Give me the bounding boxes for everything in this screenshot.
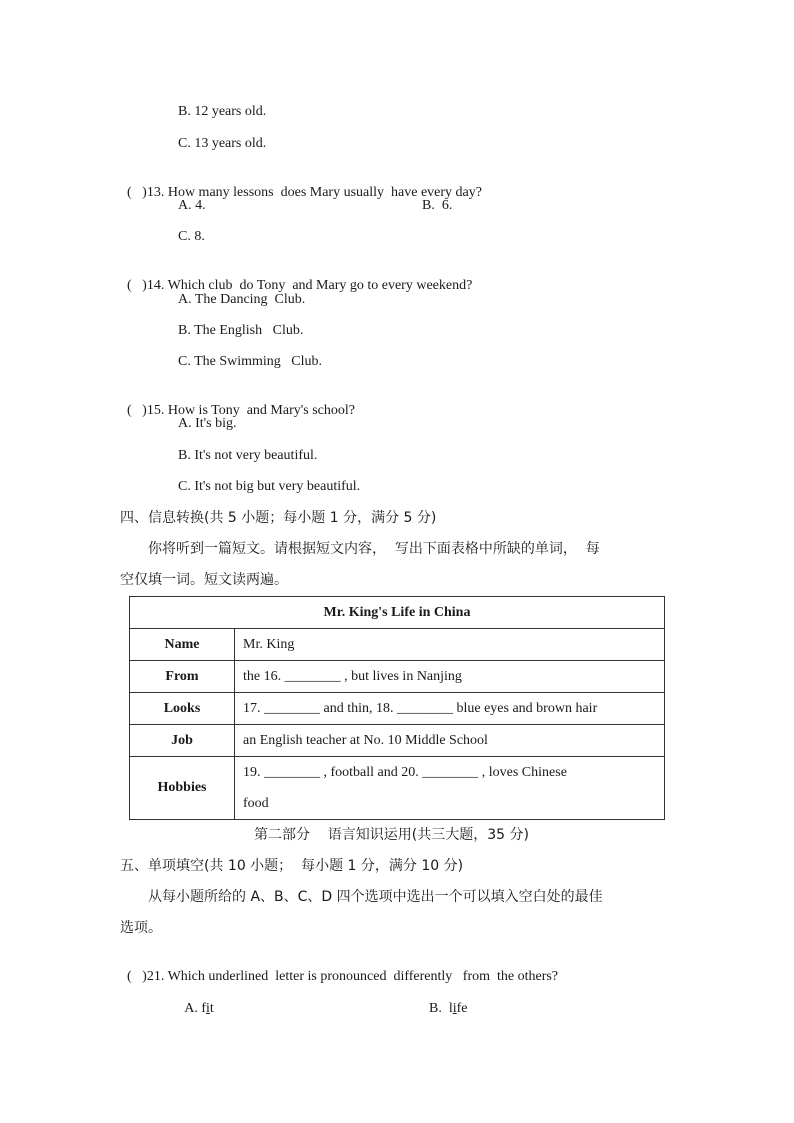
option-text: t [209, 1001, 214, 1016]
row-label: Job [130, 725, 235, 757]
section-5-heading: 五、单项填空(共 10 小题； 每小题 1 分，满分 10 分) [120, 858, 464, 874]
section-5-instruction-2: 选项。 [120, 920, 162, 936]
option-text: B. l [429, 1001, 453, 1016]
row-value[interactable]: the 16. ________ , but lives in Nanjing [235, 661, 665, 693]
q21-option-a [178, 982, 214, 1018]
row-label: From [130, 661, 235, 693]
row-label: Name [130, 629, 235, 661]
underlined-letter: i [206, 1001, 210, 1016]
answer-blank[interactable]: ( ) [127, 185, 147, 200]
section-4-instruction-2: 空仅填一词。短文读两遍。 [120, 572, 288, 588]
q13-option-b: B. 6. [422, 198, 453, 213]
underlined-letter: i [452, 1001, 457, 1016]
table-row [130, 661, 665, 693]
info-table [129, 596, 665, 820]
section-5-instruction-1: 从每小题所给的 A、B、C、D 四个选项中选出一个可以填入空白处的最佳 [148, 889, 603, 905]
part-2-heading: 第二部分 语言知识运用(共三大题，35 分) [254, 827, 529, 843]
answer-blank[interactable]: ( ) [127, 969, 147, 984]
answer-blank[interactable]: ( ) [127, 403, 147, 418]
question-21 [120, 950, 558, 986]
question-stem: 14. Which club do Tony and Mary go to every weekend? [146, 278, 473, 293]
row-value-line-2: food [243, 796, 269, 811]
row-value[interactable]: 17. ________ and thin, 18. ________ blue eyes and brown hair [235, 693, 665, 725]
q15-option-c: C. It's not big but very beautiful. [178, 479, 361, 494]
row-value-line-1: 19. ________ , football and 20. ________ , loves Chinese [243, 765, 567, 780]
row-label: Hobbies [130, 757, 235, 820]
q13-option-c: C. 8. [178, 229, 205, 244]
q15-option-a: A. It's big. [178, 416, 237, 431]
q12-option-b: B. 12 years old. [178, 104, 267, 119]
row-value: Mr. King [235, 629, 665, 661]
question-15 [120, 384, 355, 420]
table-row [130, 725, 665, 757]
q21-option-b [422, 982, 468, 1018]
question-stem: 21. Which underlined letter is pronounced differently from the others? [146, 969, 559, 984]
section-4-instruction-1: 你将听到一篇短文。请根据短文内容， 写出下面表格中所缺的单词， 每 [148, 541, 600, 557]
table-row [130, 757, 665, 820]
question-stem: 13. How many lessons does Mary usually have every day? [146, 185, 482, 200]
q12-option-c: C. 13 years old. [178, 136, 267, 151]
section-4-heading: 四、信息转换(共 5 小题；每小题 1 分，满分 5 分) [120, 510, 437, 526]
row-value: an English teacher at No. 10 Middle School [235, 725, 665, 757]
option-text: A. f [184, 1001, 207, 1016]
question-14 [120, 259, 472, 295]
option-text: fe [456, 1001, 468, 1016]
table-row [130, 629, 665, 661]
q14-option-b: B. The English Club. [178, 323, 304, 338]
row-value[interactable] [235, 757, 665, 820]
q14-option-a: A. The Dancing Club. [178, 292, 306, 307]
q13-option-a: A. 4. [178, 198, 206, 213]
table-title: Mr. King's Life in China [130, 597, 665, 629]
answer-blank[interactable]: ( ) [127, 278, 147, 293]
question-stem: 15. How is Tony and Mary's school? [146, 403, 355, 418]
row-label: Looks [130, 693, 235, 725]
q15-option-b: B. It's not very beautiful. [178, 448, 318, 463]
q14-option-c: C. The Swimming Club. [178, 354, 323, 369]
table-row [130, 693, 665, 725]
